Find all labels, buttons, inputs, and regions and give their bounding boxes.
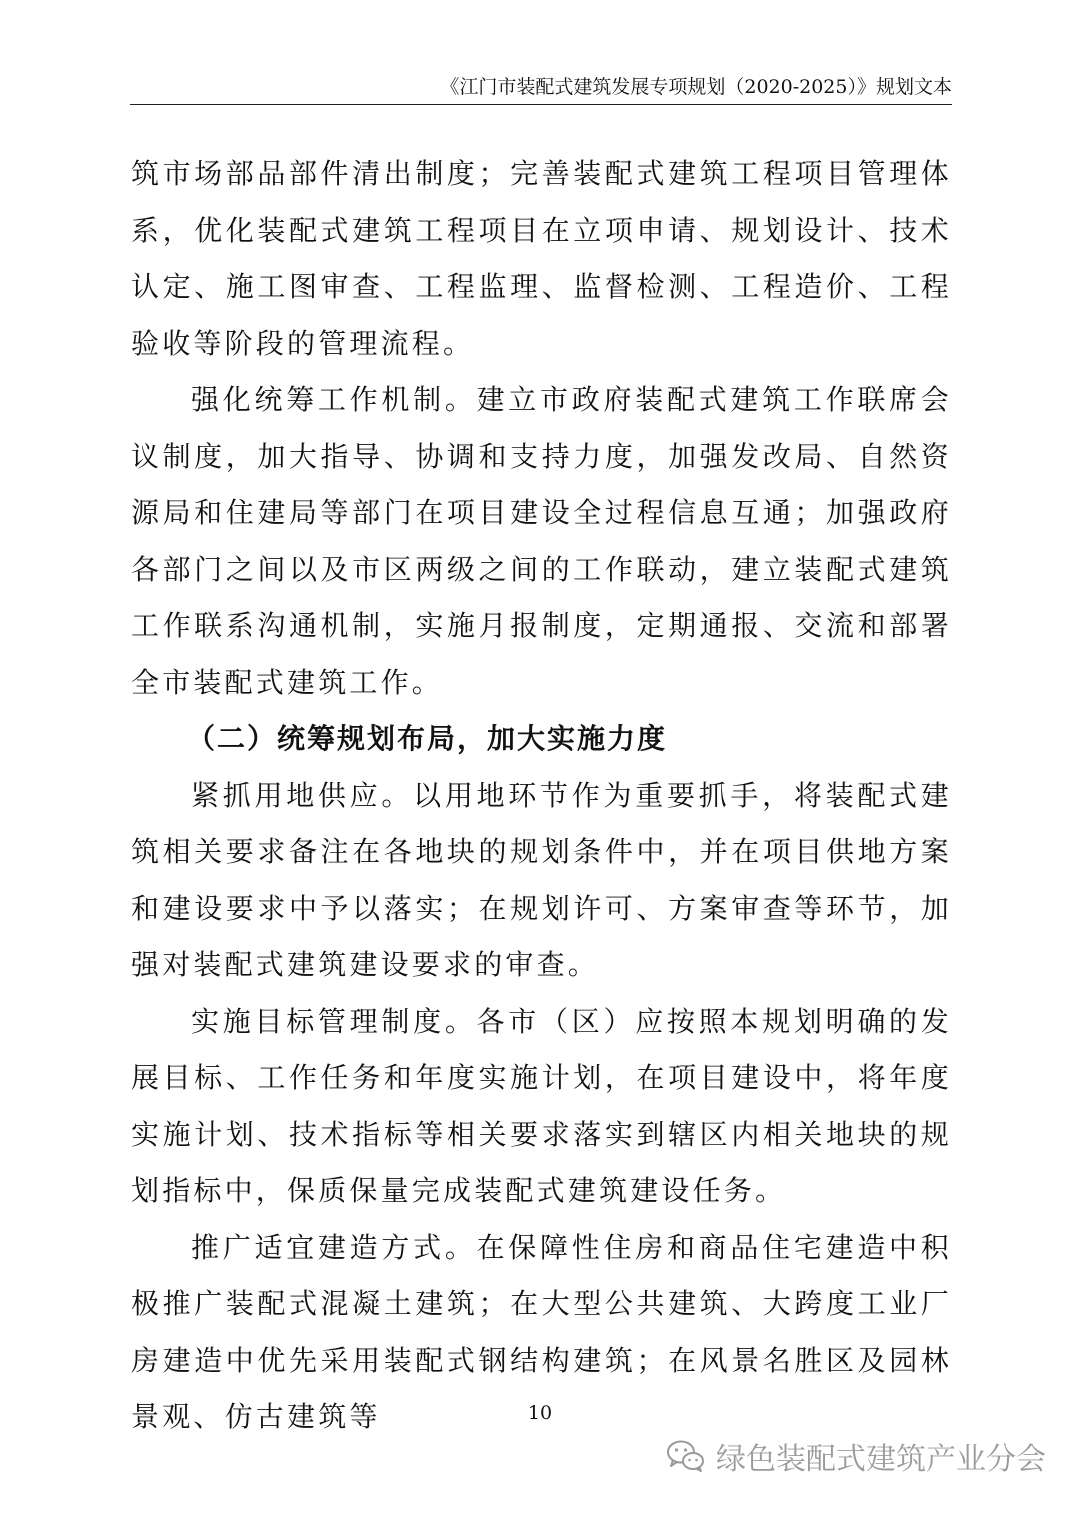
wechat-watermark xyxy=(666,1434,1046,1478)
page-number: 10 xyxy=(527,1402,553,1424)
header-divider xyxy=(130,104,952,105)
wechat-icon xyxy=(666,1439,706,1473)
document-body xyxy=(131,146,952,1446)
paragraph-construction-methods: 推广适宜建造方式。在保障性住房和商品住宅建造中积极推广装配式混凝土建筑；在大型公共建筑、大跨度工业厂房建造中优先采用装配式钢结构建筑；在风景名胜区及园林景观、仿古建筑等 xyxy=(131,1230,952,1433)
paragraph-coordination-mechanism: 强化统筹工作机制。建立市政府装配式建筑工作联席会议制度，加大指导、协调和支持力度，加强发改局、自然资源局和住建局等部门在项目建设全过程信息互通；加强政府各部门之间以及市区两级之间的工作联动，建立装配式建筑工作联系沟通机制，实施月报制度，定期通报、交流和部署全市装配式建筑工作。 xyxy=(131,383,952,699)
section-heading: （二）统筹规划布局，加大实施力度 xyxy=(187,722,668,755)
page-header: 《江门市装配式建筑发展专项规划（2020-2025）》规划文本 xyxy=(440,76,952,98)
paragraph-continuation: 筑市场部品部件清出制度；完善装配式建筑工程项目管理体系，优化装配式建筑工程项目在立项申请、规划设计、技术认定、施工图审查、工程监理、监督检测、工程造价、工程验收等阶段的管理流程。 xyxy=(131,157,952,360)
paragraph-target-management: 实施目标管理制度。各市（区）应按照本规划明确的发展目标、工作任务和年度实施计划，在项目建设中，将年度实施计划、技术指标等相关要求落实到辖区内相关地块的规划指标中，保质保量完成装配式建筑建设任务。 xyxy=(131,1004,952,1207)
watermark-text: 绿色装配式建筑产业分会 xyxy=(716,1442,1046,1477)
paragraph-land-supply: 紧抓用地供应。以用地环节作为重要抓手，将装配式建筑相关要求备注在各地块的规划条件中，并在项目供地方案和建设要求中予以落实；在规划许可、方案审查等环节，加强对装配式建筑建设要求的审查。 xyxy=(131,778,952,981)
